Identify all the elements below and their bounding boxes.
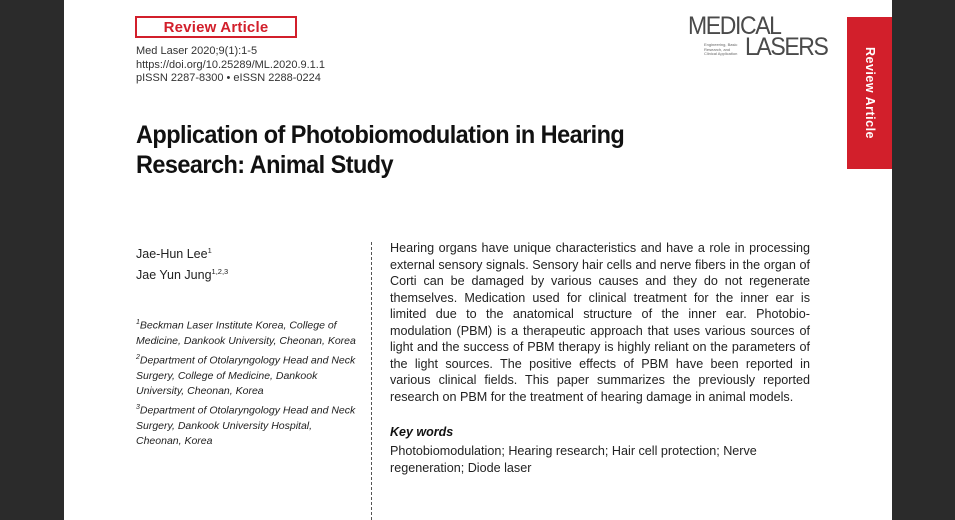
keywords-heading: Key words [390, 425, 454, 439]
author-item [136, 263, 228, 284]
logo-tagline: Engineering, Basic Research, and Clinical Application [704, 42, 738, 56]
affiliation-text: Department of Otolaryngology Head and Neck Surgery, Dankook University Hospital, Cheonan, Korea [136, 404, 356, 447]
author-affiliation-mark: 1 [207, 246, 212, 255]
article-title: Application of Photobiomodulation in Hearing Research: Animal Study [136, 121, 625, 179]
abstract-text: Hearing organs have unique characteristics and have a role in processing external sensory signals. Sensory hair cells and nerve fibers in the organ of Corti can be damaged by various causes and they do not regenerate themselves. Medication used for clinical treatment for the inner ear is limited due to the anatomical structure of the inner ear. Photobio-modulation (PBM) is a therapeutic approach that uses various sources of light and the success of PBM therapy is highly reliant on the parameters of the light sources. The positive effects of PBM have been reported in various clinical fields. This paper summarizes the previously reported research on PBM for the treatment of hearing damage in animal models. [390, 241, 810, 404]
issn-text: pISSN 2287-8300 • eISSN 2288-0224 [136, 72, 321, 84]
citation-meta [136, 45, 325, 86]
side-section-tab [847, 17, 892, 169]
affiliation-mark: 1 [136, 319, 140, 326]
logo-line-2: LASERS [745, 33, 828, 61]
article-type-badge: Review Article [135, 16, 297, 38]
author-name: Jae-Hun Lee [136, 247, 208, 262]
affiliation-text: Department of Otolaryngology Head and Neck Surgery, College of Medicine, Dankook University, Cheonan, Korea [136, 354, 356, 397]
pdf-page [64, 0, 892, 520]
author-list [136, 242, 228, 284]
author-item [136, 242, 228, 263]
affiliation-mark: 2 [136, 353, 140, 361]
doi-link[interactable]: https://doi.org/10.25289/ML.2020.9.1.1 [136, 58, 325, 71]
side-tab-label: Review Article [862, 47, 877, 139]
logo-line-1: MEDICAL [688, 12, 781, 40]
affiliation-mark: 3 [136, 403, 140, 411]
keywords-text: Photobiomodulation; Hearing research; Hair cell protection; Nerve regeneration; Diode laser [390, 444, 757, 475]
author-affiliation-mark: 1,2,3 [211, 267, 229, 277]
affiliation-item [136, 400, 356, 450]
affiliation-list [136, 315, 356, 450]
journal-logo [688, 12, 828, 61]
affiliation-item [136, 315, 356, 350]
affiliation-item [136, 350, 356, 400]
author-name: Jae Yun Jung [136, 268, 212, 283]
affiliation-text: Beckman Laser Institute Korea, College of Medicine, Dankook University, Cheonan, Korea [136, 319, 356, 347]
column-divider [371, 242, 372, 520]
citation-text: Med Laser 2020;9(1):1-5 [136, 45, 258, 57]
